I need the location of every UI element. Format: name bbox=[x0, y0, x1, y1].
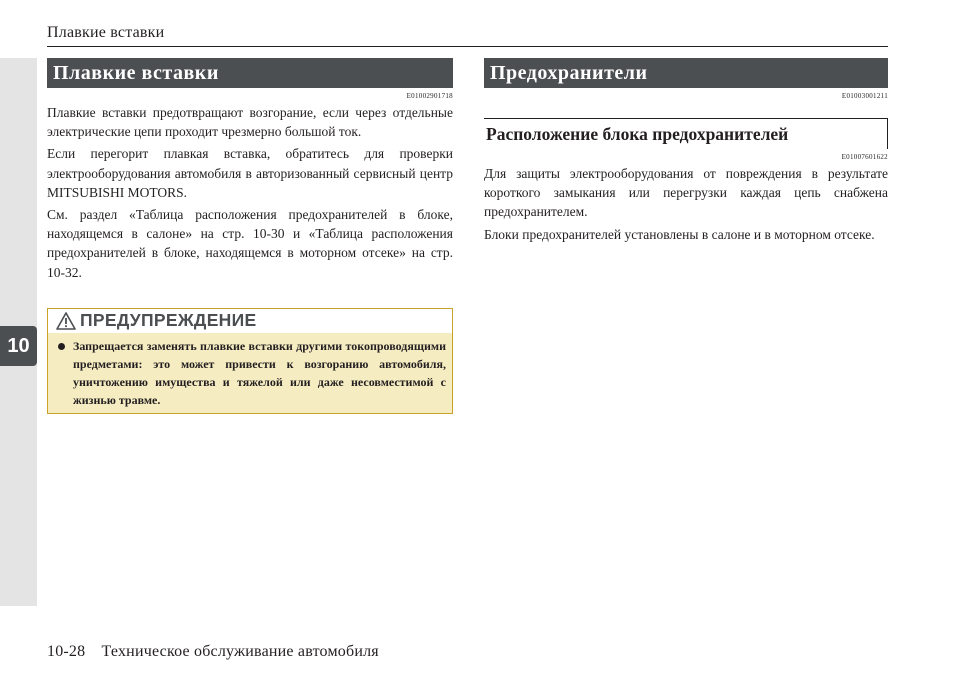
warning-title: ПРЕДУПРЕЖДЕНИЕ bbox=[80, 310, 257, 331]
subsection-title: Расположение блока предохранителей bbox=[484, 118, 888, 149]
chapter-tab: 10 bbox=[0, 326, 37, 366]
subsection-code: E01007601622 bbox=[841, 153, 888, 161]
page-header-title: Плавкие вставки bbox=[47, 24, 165, 41]
paragraph: Блоки предохранителей установлены в салоне и в моторном отсеке. bbox=[484, 226, 875, 242]
section-title-fuses: Предохранители bbox=[484, 58, 888, 88]
page-footer bbox=[47, 643, 379, 661]
warning-item-text: Запрещается заменять плавкие вставки другими токопроводящими предметами: это может привести к возгоранию автомобиля, уничтожению имущества и тяжелой или даже несовместимой с жизнью травме. bbox=[73, 338, 446, 407]
warning-item bbox=[56, 337, 446, 409]
warning-triangle-icon bbox=[56, 312, 76, 330]
warning-header bbox=[48, 309, 452, 333]
footer-chapter-title: Техническое обслуживание автомобиля bbox=[101, 643, 379, 660]
warning-body bbox=[48, 333, 452, 413]
left-column bbox=[47, 58, 453, 414]
section-code: E01002901718 bbox=[406, 92, 453, 100]
section-title-fuses-links: Плавкие вставки bbox=[47, 58, 453, 88]
right-column bbox=[484, 58, 888, 244]
warning-box bbox=[47, 308, 453, 414]
paragraph: Для защиты электрооборудования от повреждения в результате короткого замыкания или перегрузки каждая цепь снабжена предохранителем. bbox=[484, 166, 888, 220]
paragraph: Если перегорит плавкая вставка, обратитесь для проверки электрооборудования автомобиля в авторизованный сервисный центр MITSUBISHI MOTORS. bbox=[47, 146, 453, 200]
header-divider bbox=[47, 46, 888, 47]
paragraph: См. раздел «Таблица расположения предохранителей в блоке, находящемся в салоне» на стр. 10-30 и «Таблица расположения предохранителей в блоке, находящемся в моторном отсеке» на стр. 10-32. bbox=[47, 207, 453, 280]
section-code: E01003001211 bbox=[841, 92, 888, 100]
page-number: 10-28 bbox=[47, 643, 86, 660]
paragraph: Плавкие вставки предотвращают возгорание, если через отдельные электрические цепи проходит чрезмерно большой ток. bbox=[47, 105, 453, 140]
bullet-icon bbox=[58, 343, 65, 350]
